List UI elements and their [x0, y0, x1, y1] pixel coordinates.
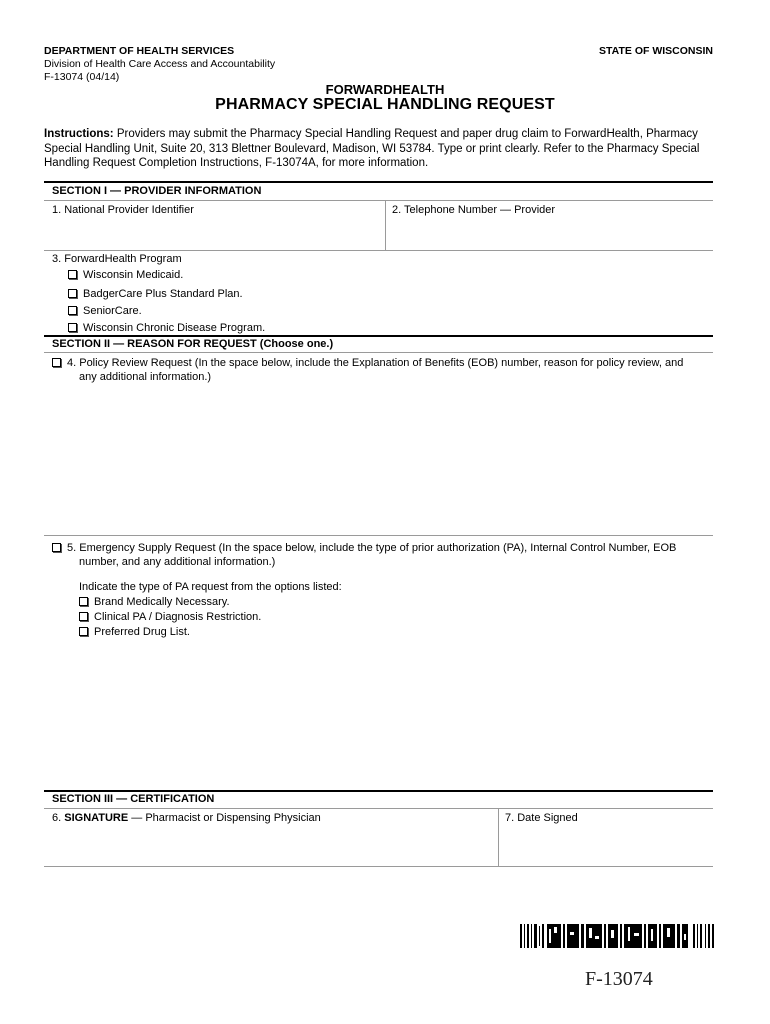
checkbox-icon[interactable] — [52, 543, 61, 552]
section3-top-rule — [44, 790, 713, 792]
section1-divider — [385, 200, 386, 250]
telephone-label: 2. Telephone Number — Provider — [392, 204, 556, 216]
footer-form-id: F-13074 — [585, 968, 653, 990]
policy-review-option[interactable]: 4. Policy Review Request (In the space below, include the Explanation of Benefits (EOB) number, reason for policy review, and — [52, 357, 683, 369]
checkbox-icon[interactable] — [68, 323, 77, 332]
section1-top-rule — [44, 181, 713, 183]
program-option-seniorcare[interactable]: SeniorCare. — [68, 305, 142, 317]
state-name: STATE OF WISCONSIN — [599, 45, 713, 57]
program-name: FORWARDHEALTH — [325, 82, 445, 97]
program-option-badgercare[interactable]: BadgerCare Plus Standard Plan. — [68, 288, 243, 300]
emergency-supply-text-cont: number, and any additional information.) — [79, 556, 276, 568]
checkbox-icon[interactable] — [68, 289, 77, 298]
section3-divider — [498, 808, 499, 866]
date-signed-label: 7. Date Signed — [505, 812, 578, 824]
pa-option-pdl[interactable]: Preferred Drug List. — [79, 626, 190, 638]
form-number: F-13074 (04/14) — [44, 71, 120, 83]
section2-title: SECTION II — REASON FOR REQUEST (Choose one.) — [52, 338, 334, 350]
program-option-chronic-disease[interactable]: Wisconsin Chronic Disease Program. — [68, 322, 265, 334]
section3-header-rule — [44, 808, 713, 809]
section1-title: SECTION I — PROVIDER INFORMATION — [52, 185, 262, 197]
section2-mid-rule — [44, 535, 713, 536]
pa-prompt: Indicate the type of PA request from the options listed: — [79, 581, 342, 593]
section2-top-rule — [44, 335, 713, 337]
instructions — [44, 127, 704, 171]
program-option-medicaid[interactable]: Wisconsin Medicaid. — [68, 269, 183, 281]
section3-bottom-rule — [44, 866, 713, 867]
page-title: PHARMACY SPECIAL HANDLING REQUEST — [215, 96, 555, 113]
checkbox-icon[interactable] — [68, 270, 77, 279]
program-label: 3. ForwardHealth Program — [52, 253, 182, 265]
emergency-supply-option[interactable]: 5. Emergency Supply Request (In the space below, include the type of prior authorization (PA), Internal Control Number, EOB — [52, 542, 676, 554]
policy-review-text-cont: any additional information.) — [79, 371, 212, 383]
checkbox-icon[interactable] — [79, 627, 88, 636]
section1-header-rule — [44, 200, 713, 201]
division-name: Division of Health Care Access and Accountability — [44, 58, 276, 70]
checkbox-icon[interactable] — [68, 306, 77, 315]
section3-title: SECTION III — CERTIFICATION — [52, 793, 215, 805]
npi-label: 1. National Provider Identifier — [52, 204, 194, 216]
signature-label: 6. SIGNATURE — Pharmacist or Dispensing Physician — [52, 812, 321, 824]
section2-header-rule — [44, 352, 713, 353]
checkbox-icon[interactable] — [79, 597, 88, 606]
checkbox-icon[interactable] — [52, 358, 61, 367]
checkbox-icon[interactable] — [79, 612, 88, 621]
pa-option-brand[interactable]: Brand Medically Necessary. — [79, 596, 230, 608]
department-name: DEPARTMENT OF HEALTH SERVICES — [44, 45, 235, 57]
instructions-text: Providers may submit the Pharmacy Special Handling Request and paper drug claim to ForwardHealth, Pharmacy Special Handling Unit, Suite 20, 313 Blettner Boulevard, Madison, WI 53784. Type or print clearly. Refer to the Pharmacy Special Handling Request Completion Instructions, F-13074A, for more information. — [44, 128, 700, 170]
section1-row-rule — [44, 250, 713, 251]
instructions-label: Instructions: — [44, 128, 114, 140]
barcode-icon — [520, 924, 715, 948]
pa-option-clinical[interactable]: Clinical PA / Diagnosis Restriction. — [79, 611, 261, 623]
